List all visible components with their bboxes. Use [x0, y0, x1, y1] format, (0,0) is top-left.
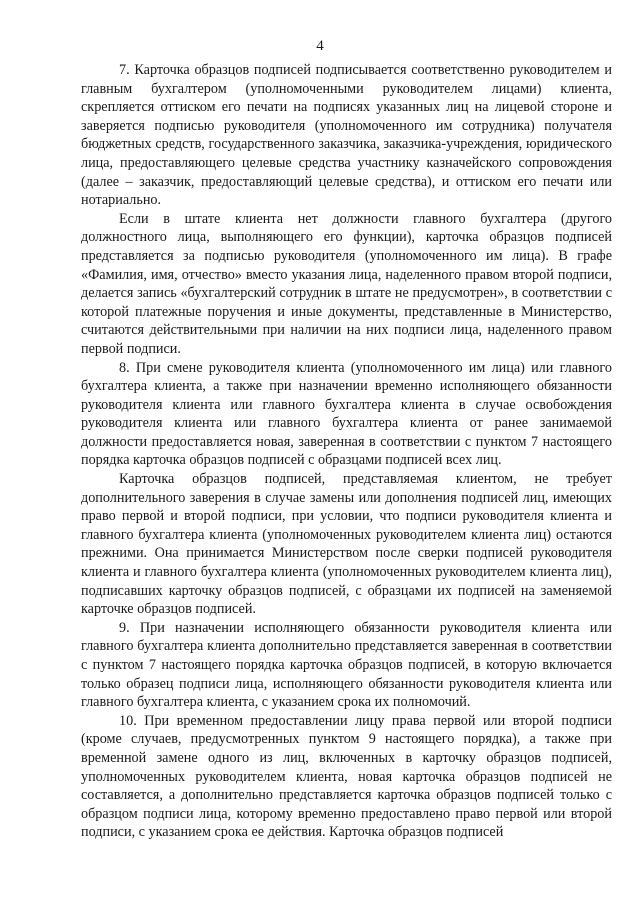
document-body	[81, 61, 612, 842]
paragraph-item-9: 9. При назначении исполняющего обязанности руководителя клиента или главного бухгалтера клиента дополнительно представляется заверенная в соответствии с пунктом 7 настоящего порядка карточка образцов подписей, в которую включается только образец подписи лица, исполняющего обязанности руководителя клиента или главного бухгалтера клиента, с указанием срока их полномочий.	[81, 619, 612, 711]
paragraph-item-8: 8. При смене руководителя клиента (уполномоченного им лица) или главного бухгалтера клиента, а также при назначении временно исполняющего обязанности руководителя клиента или главного бухгалтера клиента в случае освобождения руководителя клиента или главного бухгалтера клиента от ранее занимаемой должности предоставляется новая, заверенная в соответствии с пунктом 7 настоящего порядка карточка образцов подписей с образцами подписей всех лиц.	[81, 359, 612, 469]
paragraph-no-chief-accountant: Если в штате клиента нет должности главного бухгалтера (другого должностного лица, выполняющего его функции), карточка образцов подписей представляется за подписью руководителя (уполномоченного им лица). В графе «Фамилия, имя, отчество» вместо указания лица, наделенного правом второй подписи, делается запись «бухгалтерский сотрудник в штате не предусмотрен», в соответствии с которой платежные поручения и иные документы, представленные в Министерство, считаются действительными при наличии на них подписи лица, наделенного правом первой подписи.	[81, 210, 612, 357]
paragraph-item-7: 7. Карточка образцов подписей подписывается соответственно руководителем и главным бухгалтером (уполномоченными руководителем лицами) клиента, скрепляется оттиском его печати на подписях указанных лиц на лицевой стороне и заверяется подписью руководителя (уполномоченного им сотрудника) получателя бюджетных средств, государственного заказчика, заказчика-учреждения, юридического лица, предоставляющего целевые средства участнику казначейского сопровождения (далее – заказчик, предоставляющий целевые средства), и оттиском его печати или нотариально.	[81, 62, 612, 209]
paragraph-item-10: 10. При временном предоставлении лицу права первой или второй подписи (кроме случаев, предусмотренных пунктом 9 настоящего порядка), а также при временной замене одного из лиц, включенных в карточку образцов подписей, уполномоченных руководителем клиента, новая карточка образцов подписей не составляется, а дополнительно представляется карточка образцов подписей только с образцом подписи лица, которому временно предоставлено право первой или второй подписи, с указанием срока ее действия. Карточка образцов подписей	[81, 712, 612, 841]
page-number: 4	[316, 38, 324, 54]
paragraph-card-no-certification: Карточка образцов подписей, представляемая клиентом, не требует дополнительного заверения в случае замены или дополнения подписей лиц, имеющих право первой и второй подписи, при условии, что подписи руководителя клиента и главного бухгалтера клиента (уполномоченных руководителем клиента лиц) остаются прежними. Она принимается Министерством после сверки подписей руководителя клиента и главного бухгалтера клиента (уполномоченных руководителем клиента лиц), подписавших карточку образцов подписей, с образцами их подписей на заменяемой карточке образцов подписей.	[81, 471, 612, 618]
